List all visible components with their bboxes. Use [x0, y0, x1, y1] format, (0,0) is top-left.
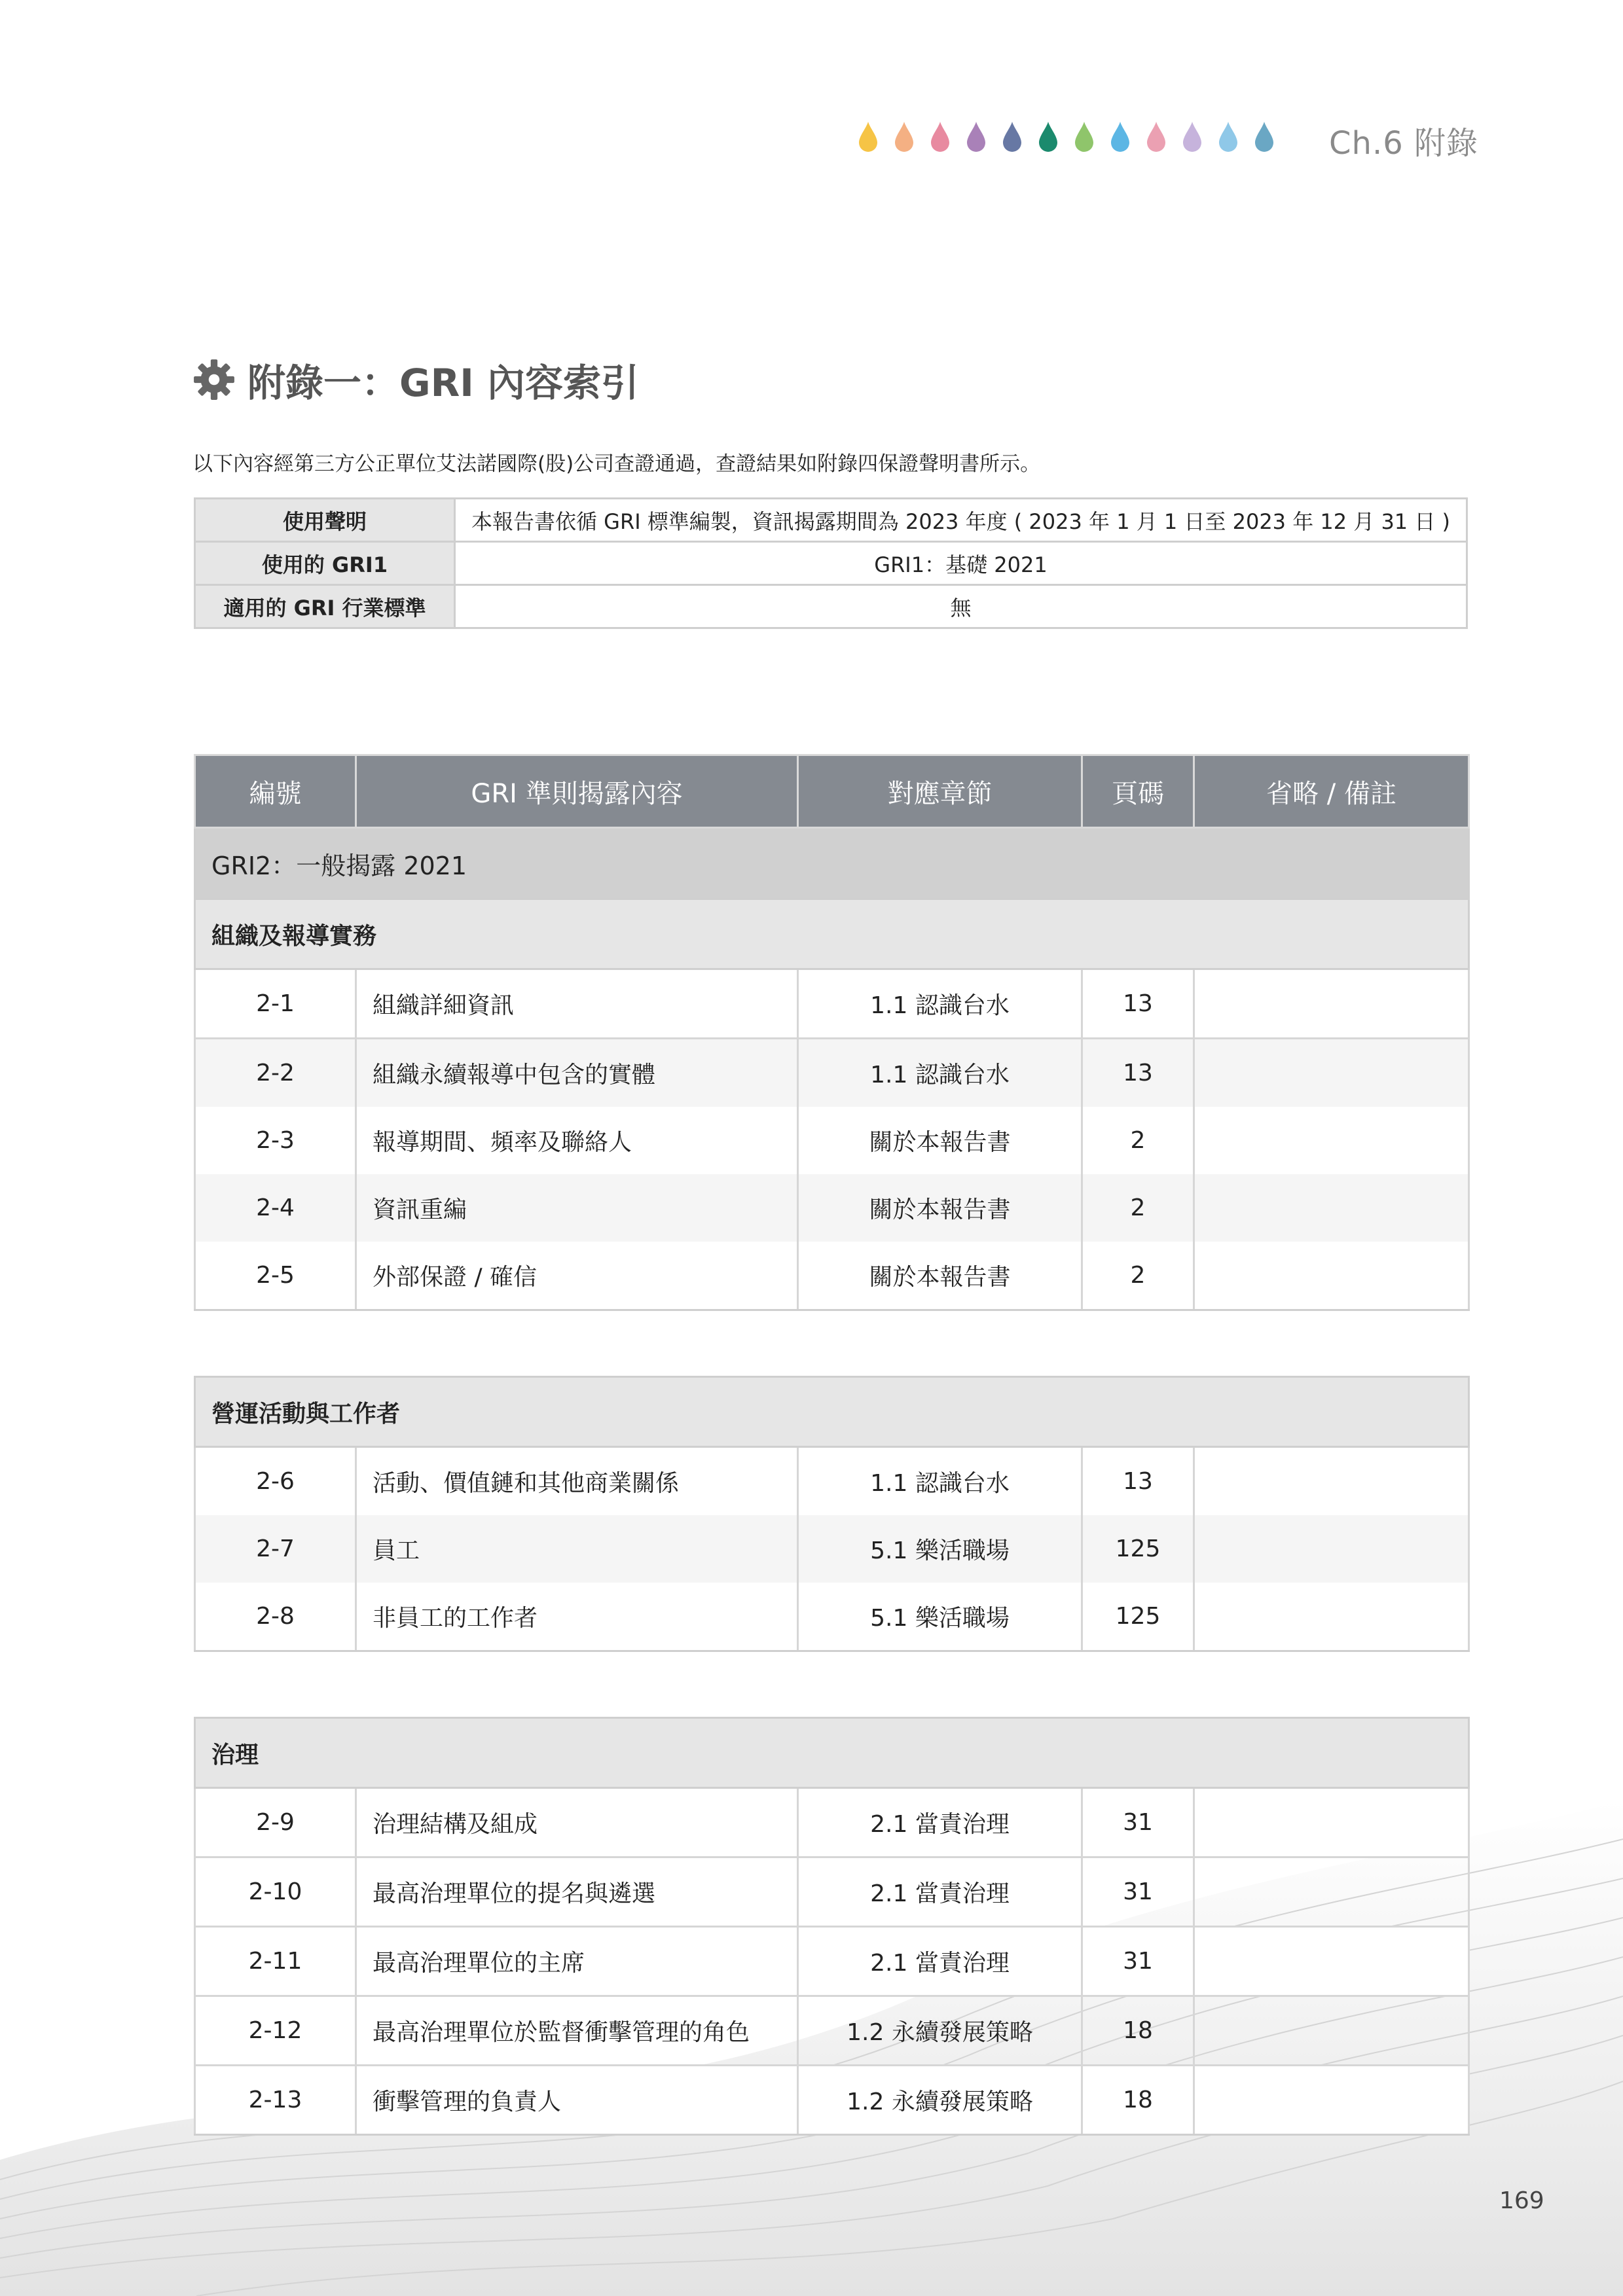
cell-note [1194, 2066, 1469, 2135]
cell-page: 13 [1082, 1447, 1194, 1516]
cell-page: 31 [1082, 1788, 1194, 1857]
cell-page: 125 [1082, 1515, 1194, 1583]
cell-chapter: 2.1 當責治理 [798, 1857, 1082, 1927]
cell-chapter: 1.1 認識台水 [798, 1447, 1082, 1516]
cell-note [1194, 1515, 1469, 1583]
cell-code: 2-3 [195, 1107, 356, 1174]
color-drops-decoration [856, 118, 1282, 157]
page-number: 169 [1499, 2187, 1544, 2214]
cell-code: 2-12 [195, 1996, 356, 2066]
cell-code: 2-6 [195, 1447, 356, 1516]
cell-content: 最高治理單位於監督衝擊管理的角色 [356, 1996, 798, 2066]
color-drop-icon [1075, 122, 1093, 152]
cell-chapter: 1.2 永續發展策略 [798, 2066, 1082, 2135]
info-value: 無 [455, 585, 1467, 628]
cell-code: 2-4 [195, 1174, 356, 1242]
color-drop-icon [1219, 122, 1237, 152]
section-title: 組織及報導實務 [195, 899, 1469, 969]
cell-note [1194, 969, 1469, 1039]
info-row [195, 542, 1467, 585]
cell-note [1194, 1927, 1469, 1996]
section-row [195, 1718, 1469, 1788]
gear-icon [192, 358, 236, 401]
table-row [195, 1039, 1469, 1107]
cell-content: 治理結構及組成 [356, 1788, 798, 1857]
cell-note [1194, 1583, 1469, 1651]
table-row [195, 1788, 1469, 1857]
gri-index-table-organization [194, 754, 1470, 1311]
cell-content: 最高治理單位的主席 [356, 1927, 798, 1996]
cell-note [1194, 1857, 1469, 1927]
cell-note [1194, 1788, 1469, 1857]
info-row [195, 585, 1467, 628]
cell-code: 2-5 [195, 1242, 356, 1310]
section-title: 營運活動與工作者 [195, 1377, 1469, 1447]
color-drop-icon [895, 122, 913, 152]
info-key: 使用聲明 [195, 499, 455, 542]
cell-chapter: 關於本報告書 [798, 1242, 1082, 1310]
cell-note [1194, 1174, 1469, 1242]
table-row [195, 1174, 1469, 1242]
cell-page: 13 [1082, 969, 1194, 1039]
cell-note [1194, 1107, 1469, 1174]
cell-chapter: 1.1 認識台水 [798, 1039, 1082, 1107]
color-drop-icon [1183, 122, 1201, 152]
cell-content: 組織詳細資訊 [356, 969, 798, 1039]
color-drop-icon [1111, 122, 1129, 152]
table-row [195, 1447, 1469, 1516]
header-page: 頁碼 [1082, 755, 1194, 828]
cell-chapter: 2.1 當責治理 [798, 1927, 1082, 1996]
cell-content: 最高治理單位的提名與遴選 [356, 1857, 798, 1927]
section-row [195, 899, 1469, 969]
info-row [195, 499, 1467, 542]
cell-page: 31 [1082, 1857, 1194, 1927]
cell-content: 衝擊管理的負責人 [356, 2066, 798, 2135]
cell-page: 125 [1082, 1583, 1194, 1651]
cell-note [1194, 1996, 1469, 2066]
cell-content: 外部保證 / 確信 [356, 1242, 798, 1310]
cell-content: 非員工的工作者 [356, 1583, 798, 1651]
color-drop-icon [967, 122, 985, 152]
header-chapter: 對應章節 [798, 755, 1082, 828]
cell-content: 組織永續報導中包含的實體 [356, 1039, 798, 1107]
header-code: 編號 [195, 755, 356, 828]
table-row [195, 1515, 1469, 1583]
cell-content: 報導期間、頻率及聯絡人 [356, 1107, 798, 1174]
cell-page: 13 [1082, 1039, 1194, 1107]
table-row [195, 969, 1469, 1039]
table-row [195, 1857, 1469, 1927]
cell-note [1194, 1039, 1469, 1107]
cell-page: 31 [1082, 1927, 1194, 1996]
color-drop-icon [1003, 122, 1021, 152]
cell-note [1194, 1447, 1469, 1516]
color-drop-icon [1147, 122, 1165, 152]
cell-content: 資訊重編 [356, 1174, 798, 1242]
section-title: 治理 [195, 1718, 1469, 1788]
info-key: 適用的 GRI 行業標準 [195, 585, 455, 628]
table-row [195, 1242, 1469, 1310]
cell-page: 18 [1082, 1996, 1194, 2066]
cell-page: 2 [1082, 1107, 1194, 1174]
group-title: GRI2：一般揭露 2021 [195, 828, 1469, 899]
table-row [195, 1996, 1469, 2066]
cell-code: 2-1 [195, 969, 356, 1039]
cell-code: 2-9 [195, 1788, 356, 1857]
cell-code: 2-2 [195, 1039, 356, 1107]
page-title: 附錄一：GRI 內容索引 [247, 361, 640, 405]
table-row [195, 1583, 1469, 1651]
cell-chapter: 關於本報告書 [798, 1174, 1082, 1242]
cell-code: 2-8 [195, 1583, 356, 1651]
section-row [195, 1377, 1469, 1447]
section-title-row [192, 353, 639, 406]
color-drop-icon [931, 122, 949, 152]
header-content: GRI 準則揭露內容 [356, 755, 798, 828]
table-row [195, 1927, 1469, 1996]
cell-code: 2-13 [195, 2066, 356, 2135]
gri-index-table-operations [194, 1376, 1470, 1652]
cell-chapter: 5.1 樂活職場 [798, 1515, 1082, 1583]
table-row [195, 2066, 1469, 2135]
color-drop-icon [1039, 122, 1057, 152]
cell-chapter: 2.1 當責治理 [798, 1788, 1082, 1857]
header-note: 省略 / 備註 [1194, 755, 1469, 828]
cell-code: 2-11 [195, 1927, 356, 1996]
cell-chapter: 1.1 認識台水 [798, 969, 1082, 1039]
group-row [195, 828, 1469, 899]
cell-page: 18 [1082, 2066, 1194, 2135]
info-value: GRI1：基礎 2021 [455, 542, 1467, 585]
cell-code: 2-7 [195, 1515, 356, 1583]
intro-text: 以下內容經第三方公正單位艾法諾國際(股)公司查證通過，查證結果如附錄四保證聲明書所示。 [192, 452, 1041, 476]
info-key: 使用的 GRI1 [195, 542, 455, 585]
color-drop-icon [1255, 122, 1273, 152]
cell-code: 2-10 [195, 1857, 356, 1927]
cell-note [1194, 1242, 1469, 1310]
info-value: 本報告書依循 GRI 標準編製，資訊揭露期間為 2023 年度 ( 2023 年 1 月 1 日至 2023 年 12 月 31 日 ) [455, 499, 1467, 542]
cell-chapter: 1.2 永續發展策略 [798, 1996, 1082, 2066]
cell-chapter: 5.1 樂活職場 [798, 1583, 1082, 1651]
cell-page: 2 [1082, 1242, 1194, 1310]
usage-info-table [194, 497, 1468, 629]
color-drop-icon [859, 122, 877, 152]
chapter-label: Ch.6 附錄 [1329, 125, 1478, 162]
cell-chapter: 關於本報告書 [798, 1107, 1082, 1174]
cell-content: 員工 [356, 1515, 798, 1583]
table-header-row [195, 755, 1469, 828]
table-row [195, 1107, 1469, 1174]
cell-content: 活動、價值鏈和其他商業關係 [356, 1447, 798, 1516]
drops-icon [856, 118, 1282, 157]
gri-index-table-governance [194, 1717, 1470, 2136]
cell-page: 2 [1082, 1174, 1194, 1242]
